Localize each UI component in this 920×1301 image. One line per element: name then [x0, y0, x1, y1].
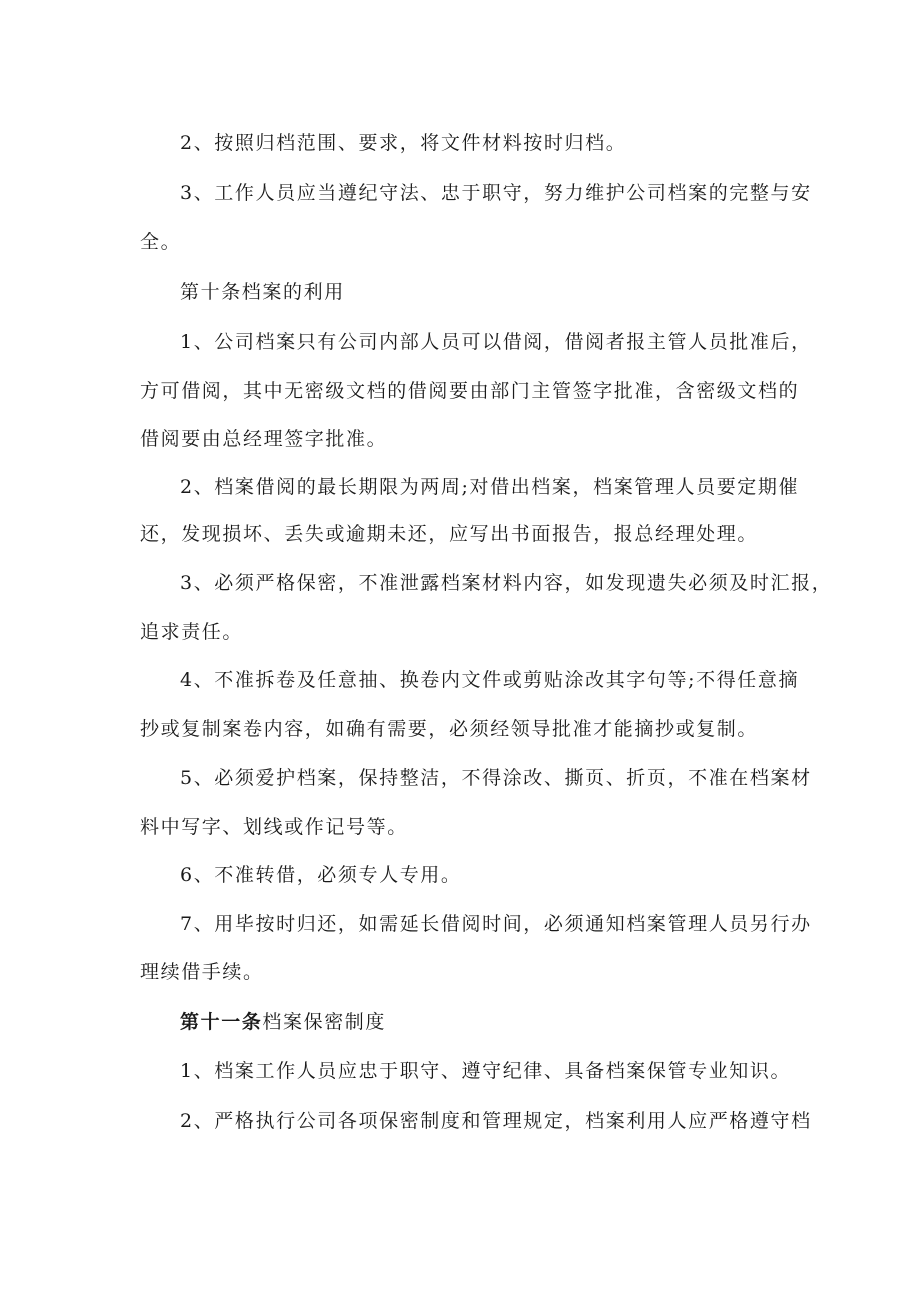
section-heading: 第十条档案的利用	[180, 281, 345, 303]
paragraph-line: 理续借手续。	[140, 961, 264, 983]
paragraph-line: 还，发现损坏、丢失或逾期未还，应写出书面报告，报总经理处理。	[140, 523, 759, 545]
paragraph-line: 7、用毕按时归还，如需延长借阅时间，必须通知档案管理人员另行办	[180, 913, 812, 935]
paragraph-line: 5、必须爱护档案，保持整洁，不得涂改、撕页、折页，不准在档案材	[180, 767, 812, 789]
paragraph-line: 2、严格执行公司各项保密制度和管理规定，档案利用人应严格遵守档	[180, 1110, 812, 1132]
paragraph-line: 借阅要由总经理签字批准。	[140, 428, 388, 450]
section-number: 第十一条	[180, 1011, 263, 1033]
paragraph-line: 全。	[140, 231, 182, 253]
paragraph-line: 3、必须严格保密，不准泄露档案材料内容，如发现遗失必须及时汇报，	[180, 572, 833, 594]
paragraph-line: 3、工作人员应当遵纪守法、忠于职守，努力维护公司档案的完整与安	[180, 182, 812, 204]
section-title: 档案保密制度	[262, 1011, 387, 1033]
paragraph-line: 2、档案借阅的最长期限为两周;对借出档案，档案管理人员要定期催	[180, 476, 800, 498]
paragraph-line: 4、不准拆卷及任意抽、换卷内文件或剪贴涂改其字句等;不得任意摘	[180, 669, 800, 691]
paragraph-line: 料中写字、划线或作记号等。	[140, 816, 408, 838]
paragraph-line: 追求责任。	[140, 621, 244, 643]
paragraph-line: 6、不准转借，必须专人专用。	[180, 864, 462, 886]
section-heading	[180, 1010, 800, 1034]
paragraph-line: 方可借阅，其中无密级文档的借阅要由部门主管签字批准，含密级文档的	[140, 380, 800, 402]
paragraph-line: 1、档案工作人员应忠于职守、遵守纪律、具备档案保管专业知识。	[180, 1060, 792, 1082]
paragraph-line: 2、按照归档范围、要求，将文件材料按时归档。	[180, 132, 627, 154]
paragraph-line: 1、公司档案只有公司内部人员可以借阅，借阅者报主管人员批准后，	[180, 331, 812, 353]
paragraph-line: 抄或复制案卷内容，如确有需要，必须经领导批准才能摘抄或复制。	[140, 718, 759, 740]
